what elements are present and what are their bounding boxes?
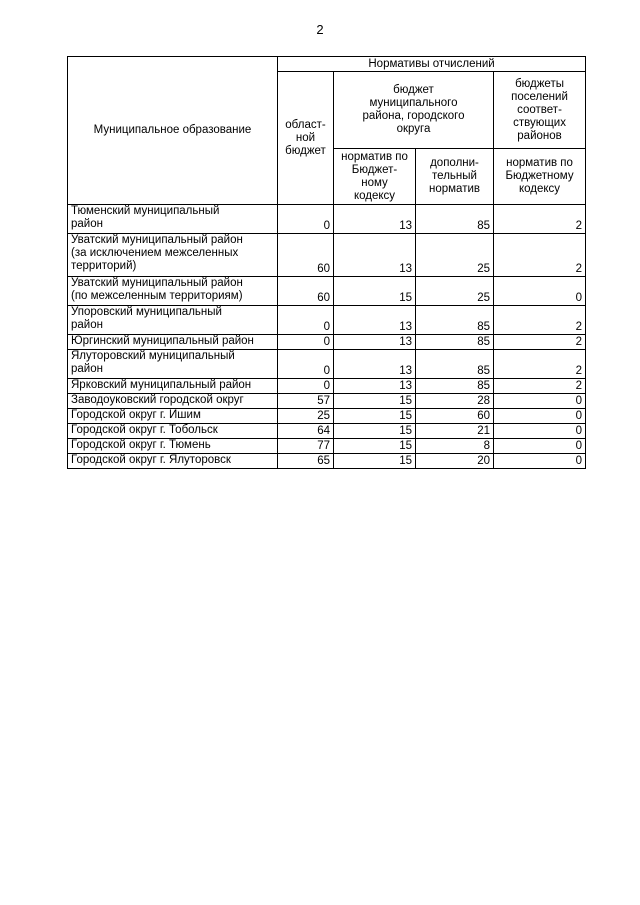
cell-district-code: 13 [334,234,416,277]
cell-additional: 25 [416,234,494,277]
cell-additional: 85 [416,205,494,234]
table-row [68,439,586,454]
table-row [68,454,586,469]
row-name: Тюменский муниципальный район [68,205,278,234]
cell-regional: 0 [278,335,334,350]
cell-settlements: 0 [494,409,586,424]
cell-additional: 8 [416,439,494,454]
cell-district-code: 15 [334,277,416,306]
header-municipality: Муниципальное образование [68,57,278,205]
header-norm-budget-code-2: норматив по Бюджетному кодексу [494,149,586,205]
row-name: Городской округ г. Ишим [68,409,278,424]
table-row [68,424,586,439]
norms-table [67,56,586,469]
cell-settlements: 0 [494,277,586,306]
cell-settlements: 0 [494,454,586,469]
cell-district-code: 15 [334,439,416,454]
cell-regional: 65 [278,454,334,469]
cell-regional: 25 [278,409,334,424]
table-row [68,350,586,379]
cell-additional: 85 [416,306,494,335]
cell-regional: 0 [278,205,334,234]
row-name: Заводоуковский городской округ [68,394,278,409]
cell-additional: 85 [416,379,494,394]
header-additional-norm: дополни- тельный норматив [416,149,494,205]
cell-district-code: 13 [334,335,416,350]
cell-settlements: 2 [494,205,586,234]
cell-settlements: 2 [494,379,586,394]
cell-settlements: 2 [494,335,586,350]
cell-regional: 0 [278,306,334,335]
row-name: Городской округ г. Тобольск [68,424,278,439]
table-row [68,335,586,350]
header-district-budget: бюджет муниципального района, городского округа [334,72,494,149]
table-row [68,234,586,277]
cell-additional: 60 [416,409,494,424]
cell-regional: 60 [278,234,334,277]
cell-district-code: 15 [334,454,416,469]
cell-settlements: 2 [494,306,586,335]
table-row [68,306,586,335]
cell-district-code: 13 [334,205,416,234]
cell-additional: 85 [416,335,494,350]
row-name: Городской округ г. Ялуторовск [68,454,278,469]
table-row [68,409,586,424]
cell-settlements: 0 [494,394,586,409]
cell-regional: 0 [278,350,334,379]
table-row [68,379,586,394]
row-name: Юргинский муниципальный район [68,335,278,350]
cell-district-code: 15 [334,409,416,424]
cell-settlements: 0 [494,439,586,454]
header-regional-budget: област- ной бюджет [278,72,334,205]
row-name: Городской округ г. Тюмень [68,439,278,454]
cell-additional: 25 [416,277,494,306]
cell-regional: 77 [278,439,334,454]
cell-settlements: 2 [494,234,586,277]
cell-regional: 60 [278,277,334,306]
cell-district-code: 13 [334,379,416,394]
header-norms: Нормативы отчислений [278,57,586,72]
table-row [68,205,586,234]
cell-regional: 0 [278,379,334,394]
cell-district-code: 15 [334,424,416,439]
cell-additional: 20 [416,454,494,469]
page-number: 2 [316,22,324,37]
cell-district-code: 13 [334,350,416,379]
cell-additional: 28 [416,394,494,409]
cell-settlements: 2 [494,350,586,379]
cell-district-code: 13 [334,306,416,335]
cell-district-code: 15 [334,394,416,409]
cell-additional: 85 [416,350,494,379]
header-settlement-budgets: бюджеты поселений соответ- ствующих районов [494,72,586,149]
row-name: Уватский муниципальный район (за исключением межселенных территорий) [68,234,278,277]
cell-additional: 21 [416,424,494,439]
cell-regional: 64 [278,424,334,439]
table-row [68,277,586,306]
row-name: Уватский муниципальный район (по межселенным территориям) [68,277,278,306]
row-name: Ярковский муниципальный район [68,379,278,394]
row-name: Упоровский муниципальный район [68,306,278,335]
cell-regional: 57 [278,394,334,409]
row-name: Ялуторовский муниципальный район [68,350,278,379]
cell-settlements: 0 [494,424,586,439]
table-row [68,394,586,409]
header-norm-budget-code: норматив по Бюджет- ному кодексу [334,149,416,205]
